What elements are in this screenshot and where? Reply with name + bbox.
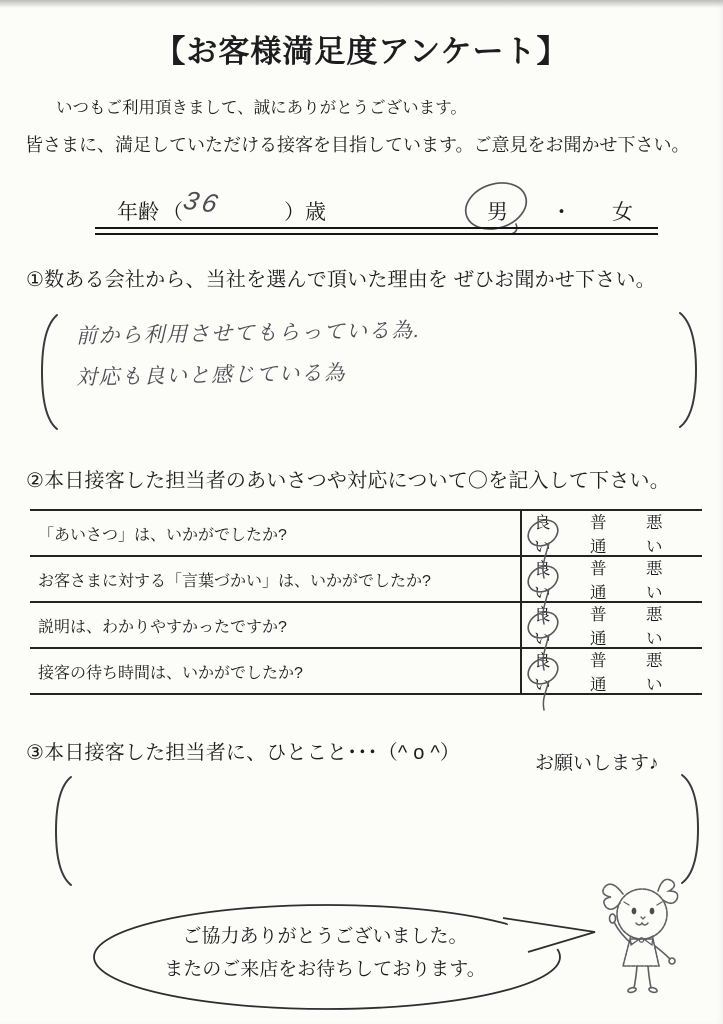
q2-question-text: 接客の待ち時間は、いかがでしたか? [38, 664, 303, 682]
rating-option-normal: 普通 [590, 652, 607, 694]
rating-option-bad: 悪い [646, 514, 663, 556]
q2-rating-options [520, 603, 702, 647]
gender-option-female: 女 [612, 201, 633, 224]
bubble-line-2: またのご来店をお待ちしております。 [164, 959, 486, 980]
rating-option-good: 良い [534, 514, 551, 556]
survey-title: 【お客様満足度アンケート】 [154, 34, 569, 69]
q2-question-text: 「あいさつ」は、いかがでしたか? [38, 526, 287, 544]
q1-answer-bracket-right [676, 310, 700, 430]
q1-heading: ①数ある会社から、当社を選んで頂いた理由を ぜひお聞かせ下さい。 [26, 269, 656, 291]
q2-rating-options [520, 649, 702, 693]
rating-option-bad: 悪い [646, 560, 663, 602]
table-row [30, 649, 702, 695]
table-row [30, 603, 702, 649]
age-open-paren: （ [162, 201, 183, 224]
header-underline [95, 227, 658, 235]
q2-table [30, 509, 702, 695]
q3-request-note: お願いします♪ [535, 753, 659, 774]
age-value-handwritten: 36 [180, 185, 225, 219]
age-label: 年齢 [117, 201, 159, 224]
age-close-paren: ）歳 [284, 201, 326, 224]
rating-option-good: 良い [534, 606, 551, 648]
q3-answer-bracket-left [52, 774, 74, 888]
q2-rating-options [520, 511, 702, 555]
rating-option-normal: 普通 [590, 560, 607, 602]
q1-answer-bracket-left [38, 312, 60, 432]
rating-option-good: 良い [534, 560, 551, 602]
intro-line-1: いつもご利用頂きまして、誠にありがとうございます。 [56, 99, 467, 117]
bubble-line-1: ご協力ありがとうございました。 [182, 926, 468, 947]
rating-option-bad: 悪い [646, 606, 663, 648]
table-row [30, 557, 702, 603]
q2-heading: ②本日接客した担当者のあいさつや対応について〇を記入して下さい。 [26, 470, 670, 492]
rating-option-good: 良い [534, 652, 551, 694]
rating-option-normal: 普通 [590, 514, 607, 556]
rating-option-normal: 普通 [590, 606, 607, 648]
q2-rating-options [520, 557, 702, 601]
q2-question-text: 説明は、わかりやすかったですか? [38, 618, 287, 636]
gender-dot-separator: ・ [551, 201, 572, 224]
q1-answer-line-1: 前から利用させてもらっている為. [75, 318, 422, 349]
table-row [30, 511, 702, 557]
intro-line-2: 皆さまに、満足していただける接客を目指しています。ご意見をお聞かせ下さい。 [25, 135, 690, 155]
gender-option-male: 男 [487, 201, 508, 224]
q1-answer-line-2: 対応も良いと感じている為 [75, 361, 347, 390]
q2-question-text: お客さまに対する「言葉づかい」は、いかがでしたか? [38, 572, 431, 590]
q3-heading: ③本日接客した担当者に、ひとこと･･･（^ o ^） [26, 742, 461, 764]
mascot-illustration [592, 866, 690, 1004]
rating-option-bad: 悪い [646, 652, 663, 694]
